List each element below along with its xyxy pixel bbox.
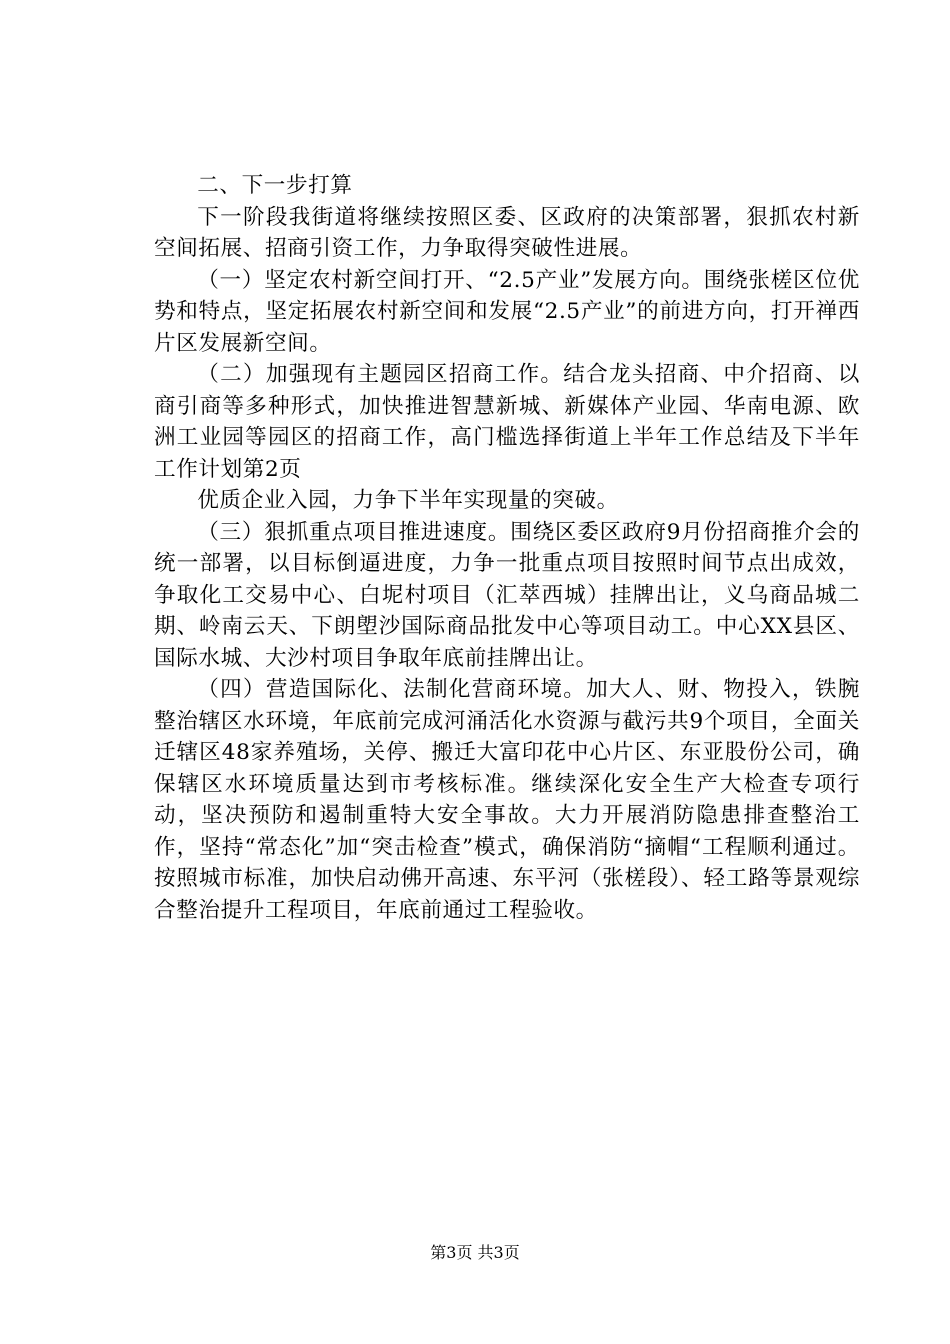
paragraph: （四）营造国际化、法制化营商环境。加大人、财、物投入，铁腕整治辖区水环境，年底前完成河涌活化水资源与截污共9个项目，全面关迁辖区48家养殖场，关停、搬迁大富印花中心片区、东亚股份公司，确保辖区水环境质量达到市考核标准。继续深化安全生产大检查专项行动，坚决预防和遏制重特大安全事故。大力开展消防隐患排查整治工作，坚持“常态化”加“突击检查”模式，确保消防“摘帽“工程顺利通过。按照城市标准，加快启动佛开高速、东平河（张槎段）、轻工路等景观综合整治提升工程项目，年底前通过工程验收。	[154, 677, 860, 923]
paragraph: （三）狠抓重点项目推进速度。围绕区委区政府9月份招商推介会的统一部署，以目标倒逼进度，力争一批重点项目按照时间节点出成效，争取化工交易中心、白坭村项目（汇萃西城）挂牌出让，义乌商品城二期、岭南云天、下朗塱沙国际商品批发中心等项目动工。中心XX县区、国际水城、大沙村项目争取年底前挂牌出让。	[154, 519, 860, 671]
paragraph: 下一阶段我街道将继续按照区委、区政府的决策部署，狠抓农村新空间拓展、招商引资工作，力争取得突破性进展。	[154, 204, 860, 261]
paragraph: 优质企业入园，力争下半年实现量的突破。	[197, 488, 619, 513]
paragraph: （二）加强现有主题园区招商工作。结合龙头招商、中介招商、以商引商等多种形式，加快推进智慧新城、新媒体产业园、华南电源、欧洲工业园等园区的招商工作，高门槛选择街道上半年工作总结及下半年工作计划第2页	[154, 362, 860, 482]
document-body	[154, 170, 860, 926]
section-heading: 二、下一步打算	[197, 173, 353, 198]
paragraph: （一）坚定农村新空间打开、“2.5产业”发展方向。围绕张槎区位优势和特点，坚定拓展农村新空间和发展“2.5产业”的前进方向，打开禅西片区发展新空间。	[154, 267, 860, 356]
page-footer: 第3页 共3页	[430, 1243, 520, 1262]
